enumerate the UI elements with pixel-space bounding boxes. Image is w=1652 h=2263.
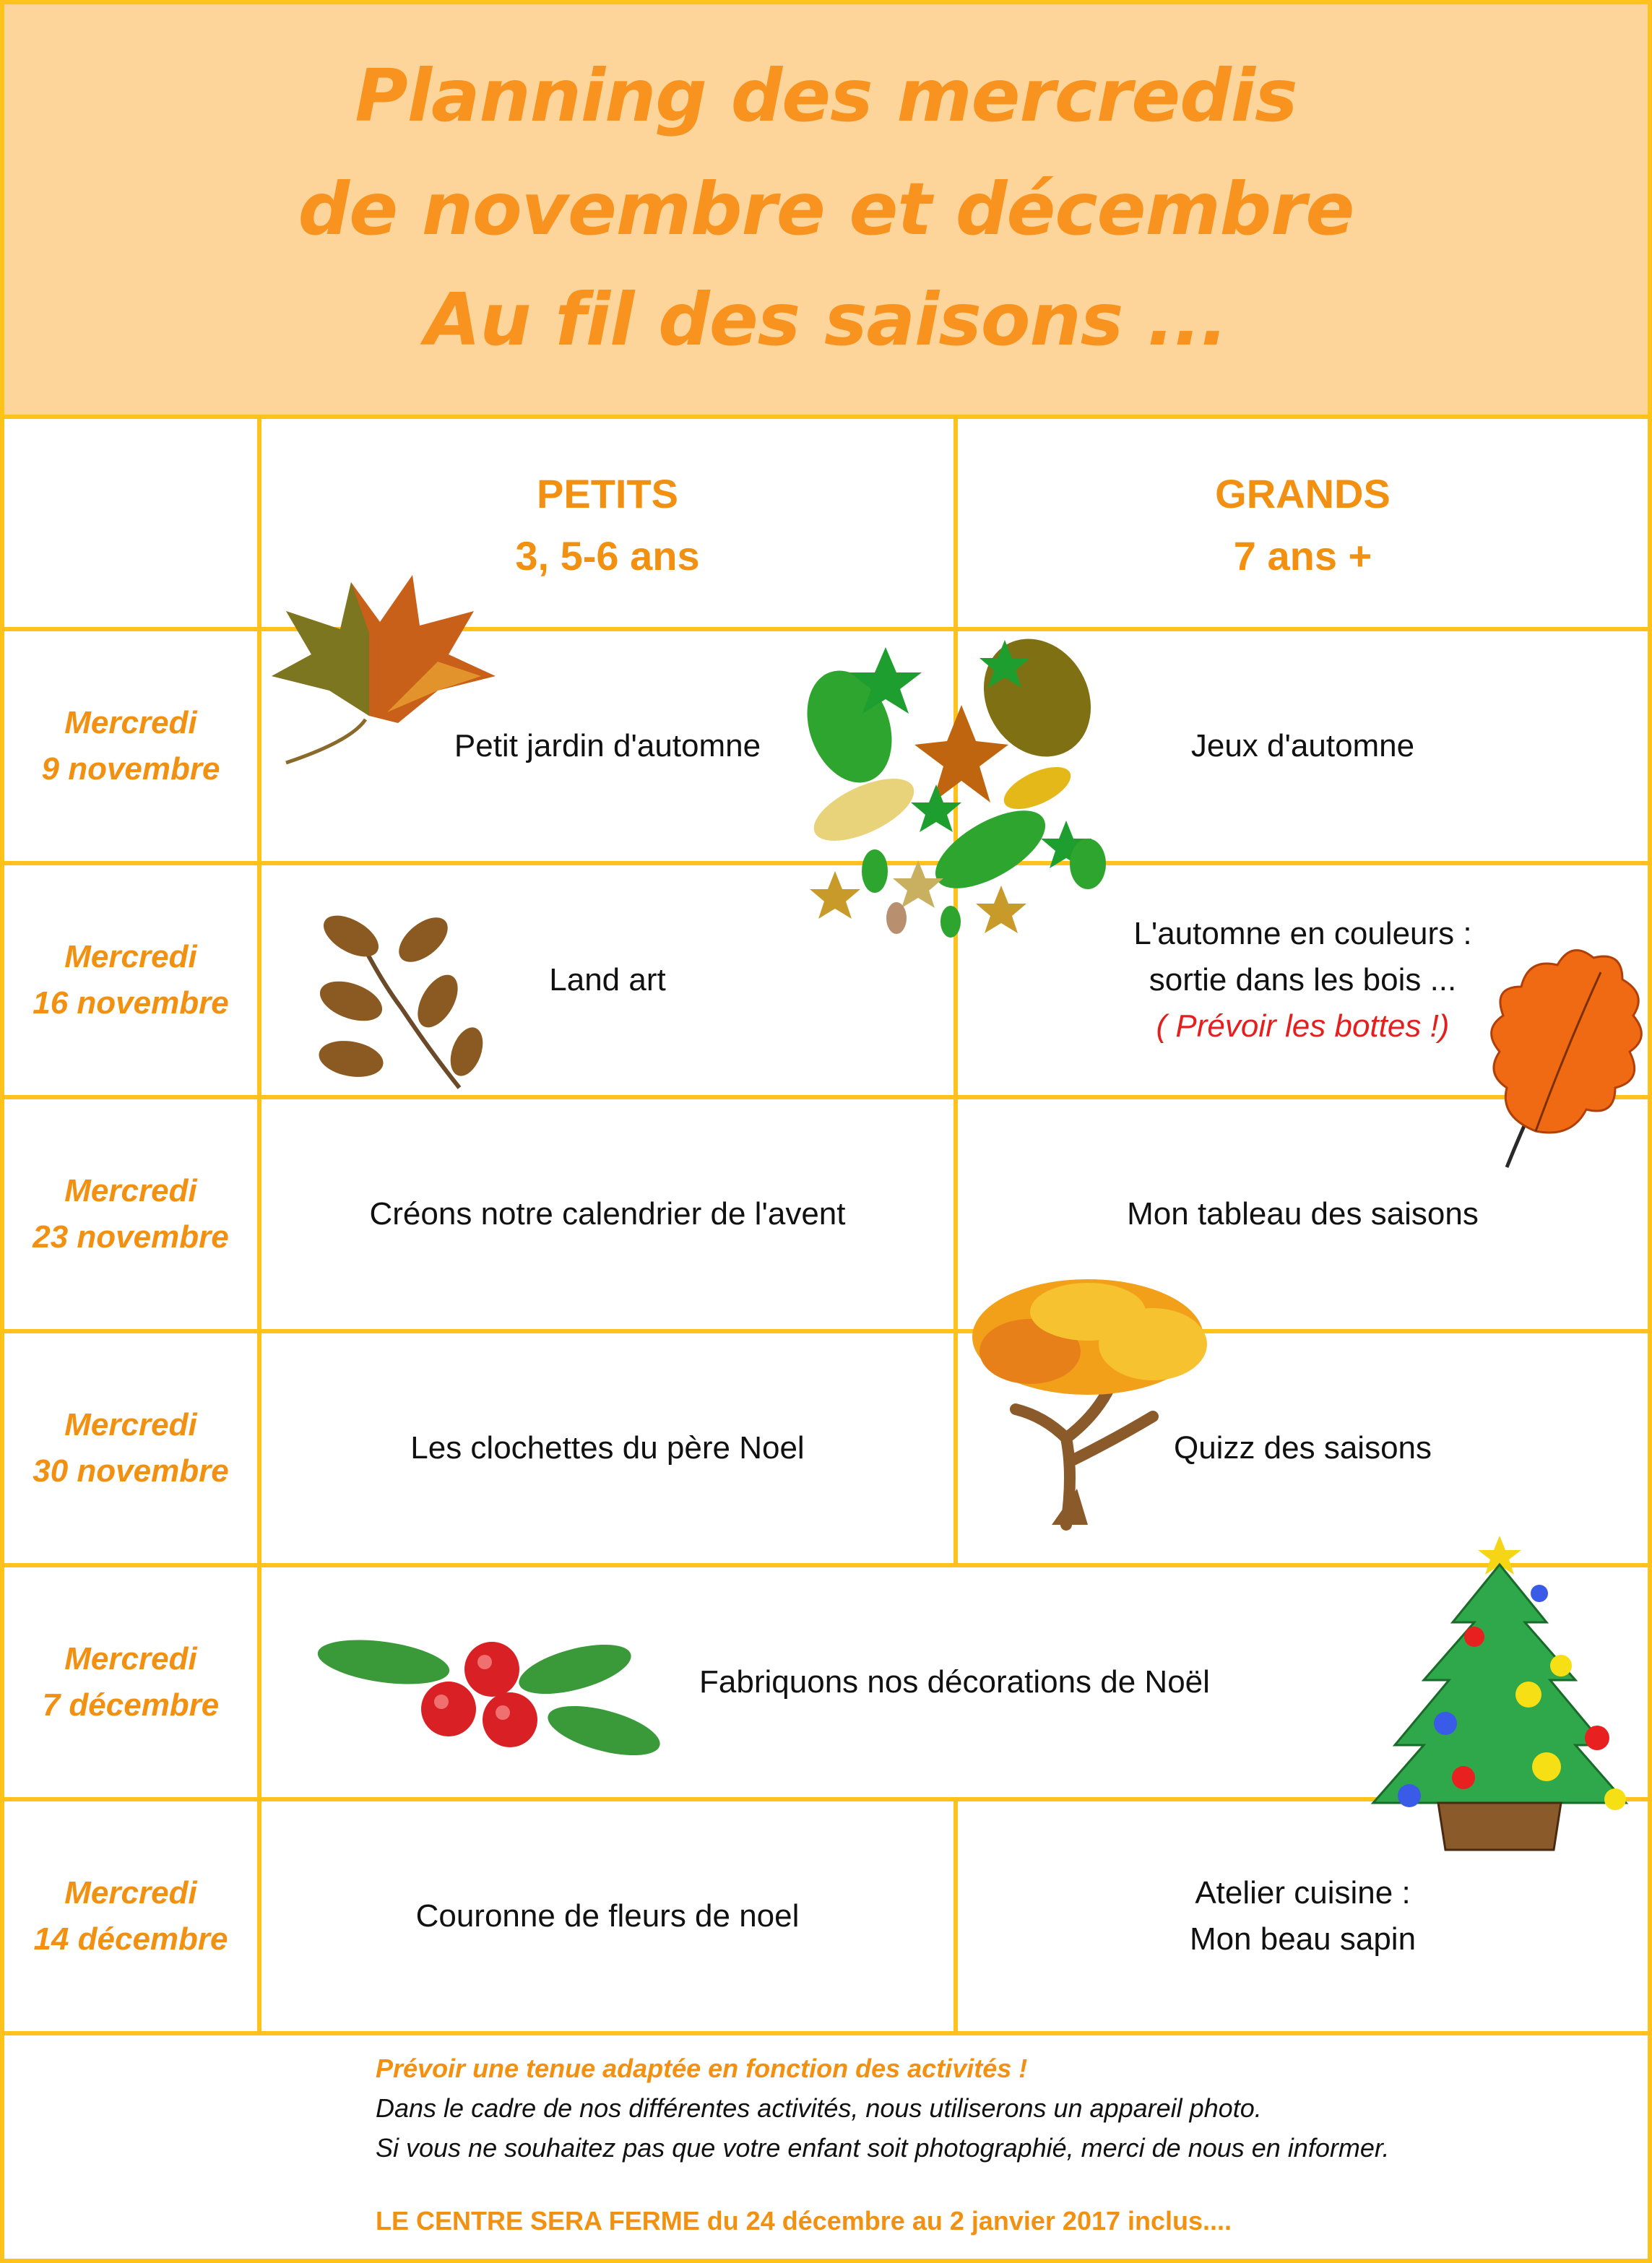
- activity-label: Couronne de fleurs de noel: [415, 1898, 800, 1934]
- title-line-2: de novembre et décembre: [298, 167, 1354, 251]
- date-cell: [4, 1801, 257, 2031]
- autumn-tree-icon: [965, 1272, 1225, 1532]
- date-cell: [4, 865, 257, 1095]
- activity-label-line-1: L'automne en couleurs :: [1133, 916, 1472, 951]
- beech-branch-icon: [308, 907, 503, 1095]
- activity-label: Créons notre calendrier de l'avent: [369, 1196, 846, 1232]
- footer-photo-line-1: Dans le cadre de nos différentes activités, nous utiliserons un appareil photo.: [376, 2093, 1262, 2123]
- activity-petits: [261, 1099, 953, 1329]
- day-label: Mercredi: [64, 1875, 197, 1911]
- holly-berries-icon: [315, 1630, 662, 1767]
- column-name: GRANDS: [1215, 471, 1391, 516]
- date-label: 14 décembre: [33, 1921, 228, 1957]
- activity-label: Quizz des saisons: [1173, 1430, 1432, 1466]
- activity-petits: [261, 1333, 953, 1563]
- footer-photo-line-2: Si vous ne souhaitez pas que votre enfant soit photographié, merci de nous en informer.: [376, 2133, 1390, 2163]
- date-cell: [4, 1333, 257, 1563]
- activity-label-line-2: sortie dans les bois ...: [1149, 962, 1457, 998]
- leaf-collage-icon: [799, 633, 1124, 943]
- date-label: 9 novembre: [41, 751, 220, 787]
- christmas-tree-icon: [1366, 1528, 1640, 1861]
- activity-label: Jeux d'automne: [1190, 728, 1415, 763]
- activity-label: Petit jardin d'automne: [454, 728, 761, 763]
- activity-label: Fabriquons nos décorations de Noël: [699, 1664, 1210, 1700]
- maple-leaf-icon: [243, 568, 503, 770]
- title-banner: [4, 4, 1648, 419]
- activity-label: Les clochettes du père Noel: [410, 1430, 805, 1466]
- day-label: Mercredi: [64, 1641, 197, 1676]
- column-ages: 7 ans +: [1233, 533, 1372, 579]
- day-label: Mercredi: [64, 1173, 197, 1208]
- oak-leaf-icon: [1478, 936, 1651, 1174]
- date-label: 7 décembre: [42, 1687, 220, 1723]
- activity-label-line-1: Atelier cuisine :: [1195, 1875, 1411, 1911]
- activity-label-line-2: Mon beau sapin: [1189, 1921, 1417, 1957]
- title-line-1: Planning des mercredis: [355, 53, 1297, 138]
- date-cell: [4, 1099, 257, 1329]
- footer-closing-notice: LE CENTRE SERA FERME du 24 décembre au 2 janvier 2017 inclus....: [376, 2206, 1232, 2236]
- activity-note: ( Prévoir les bottes !): [1156, 1008, 1450, 1044]
- date-label: 16 novembre: [33, 985, 229, 1021]
- footer-warning: Prévoir une tenue adaptée en fonction des activités !: [376, 2054, 1028, 2083]
- column-name: PETITS: [536, 471, 679, 516]
- day-label: Mercredi: [64, 1407, 197, 1442]
- day-label: Mercredi: [64, 939, 197, 974]
- column-ages: 3, 5-6 ans: [515, 533, 700, 579]
- grid-line: [4, 2031, 1648, 2035]
- day-label: Mercredi: [64, 705, 197, 740]
- activity-petits: [261, 1801, 953, 2031]
- title-line-3: Au fil des saisons ...: [424, 277, 1227, 362]
- activity-label: Mon tableau des saisons: [1127, 1196, 1479, 1232]
- date-label: 30 novembre: [33, 1453, 229, 1489]
- date-cell: [4, 631, 257, 861]
- column-header-grands: [958, 423, 1648, 627]
- date-label: 23 novembre: [33, 1219, 229, 1255]
- footer-notes: [376, 2048, 1647, 2168]
- activity-label: Land art: [549, 962, 666, 998]
- date-cell: [4, 1567, 257, 1797]
